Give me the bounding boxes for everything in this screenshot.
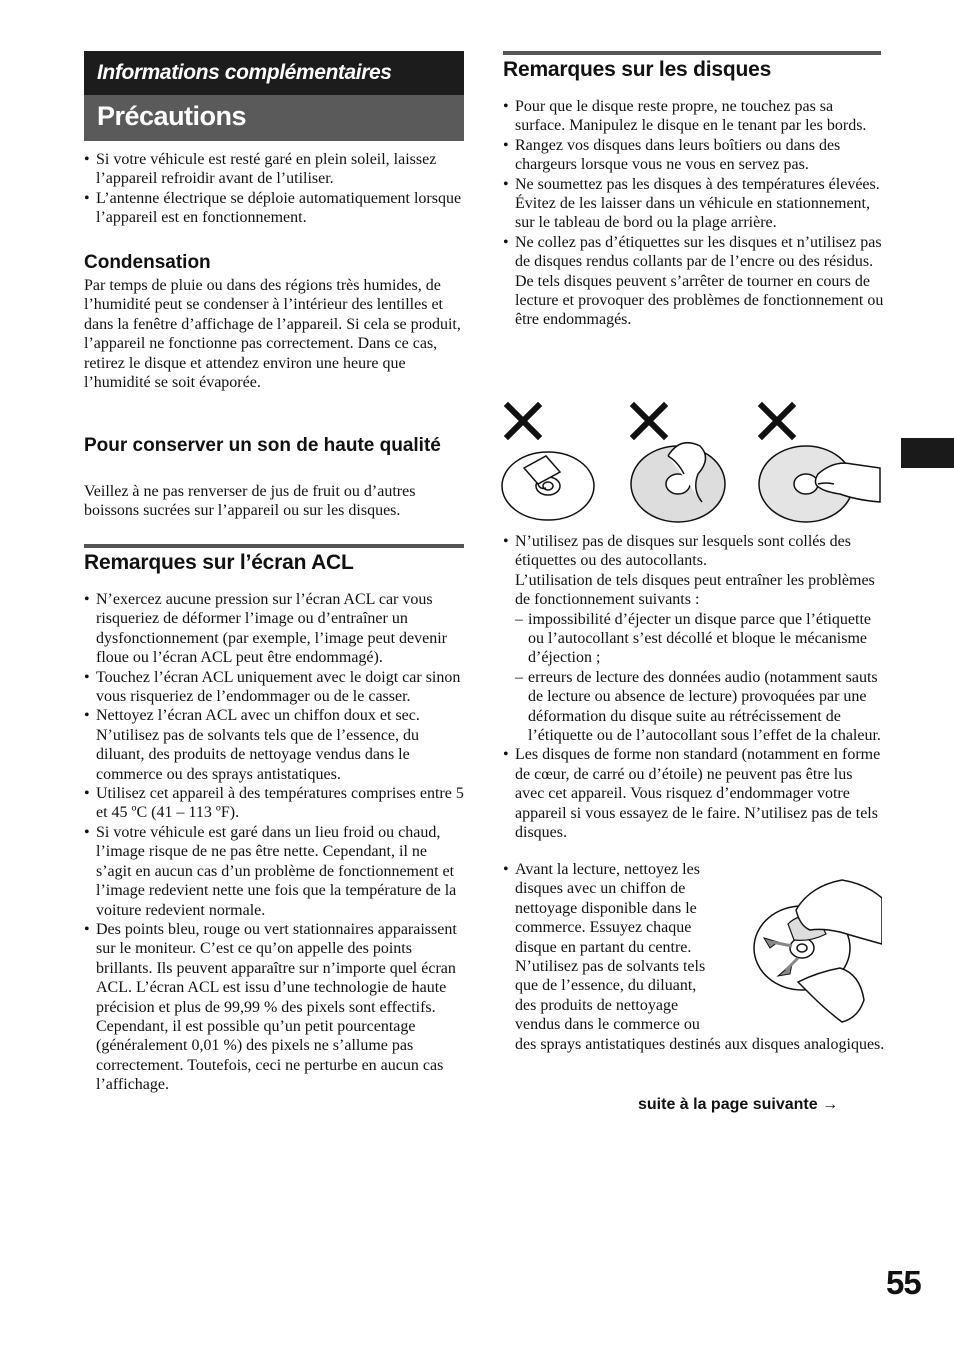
disc-icon [502, 452, 594, 520]
lcd-list [84, 590, 466, 1095]
sticker-bullet-intro: • N’utilisez pas de disques sur lesquels sont collés des étiquettes ou des autocollants. [515, 533, 851, 570]
lcd-rule [84, 544, 464, 548]
sticker-dashes [515, 610, 885, 746]
list-item: • Pour que le disque reste propre, ne touchez pas sa surface. Manipulez le disque en le tenant par les bords. [503, 97, 885, 136]
sticker-list [503, 532, 885, 843]
list-item: • Ne collez pas d’étiquettes sur les disques et n’utilisez pas de disques rendus collants par de l’encre ou des résidus. De tels disques peuvent s’arrêter de tourner en cours de lecture et provoquer des problèmes de fonctionnement ou être endommagés. [503, 233, 885, 330]
cross-icon [634, 406, 664, 436]
page-number: 55 [886, 1264, 921, 1301]
cleaning-line: N’utilisez pas de solvants tels [515, 958, 706, 976]
list-item: – impossibilité d’éjecter un disque parce que l’étiquette ou l’autocollant s’est décollé et bloque le mécanisme d’éjection ; [515, 610, 885, 668]
cleaning-line: disques avec un chiffon de [515, 880, 686, 898]
list-item: – erreurs de lecture des données audio (notamment sauts de lecture ou absence de lecture) provoquées par une déformation du disque suite au rétrécissement de l’étiquette ou de l’autocollant sous l’effet de la chaleur. [515, 668, 885, 746]
section-banner: Informations complémentaires [84, 51, 464, 95]
cleaning-tail: des sprays antistatiques destinés aux disques analogiques. [515, 1035, 885, 1053]
list-item: • Rangez vos disques dans leurs boîtiers ou dans des chargeurs lorsque vous ne vous en servez pas. [503, 136, 885, 175]
sound-quality-heading: Pour conserver un son de haute qualité [84, 435, 441, 456]
disc-icon [631, 443, 725, 522]
sticker-bullet-cont: L’utilisation de tels disques peut entraîner les problèmes de fonctionnement suivants : [515, 571, 875, 609]
list-item: • Ne soumettez pas les disques à des températures élevées. Évitez de les laisser dans un véhicule en stationnement, sur le tableau de bord ou la plage arrière. [503, 175, 885, 233]
page-title: Précautions [84, 95, 464, 141]
lcd-section [84, 590, 466, 1095]
disc-cleaning-illustration [748, 872, 882, 1024]
discs-list [503, 97, 885, 330]
lcd-heading: Remarques sur l’écran ACL [84, 551, 354, 574]
cleaning-line: disque en partant du centre. [515, 938, 692, 956]
discs-heading: Remarques sur les disques [503, 58, 772, 81]
list-item: • N’exercez aucune pression sur l’écran ACL car vous risqueriez de déformer l’image ou d’entraîner un dysfonctionnement (par exemple, l’image peut devenir floue ou l’écran ACL peut être endommagé). [84, 590, 466, 668]
sticker-section [503, 532, 885, 843]
list-item: • Si votre véhicule est garé dans un lieu froid ou chaud, l’image risque de ne pas être nette. Cependant, il ne s’agit en aucun cas d’un problème de fonctionnement et l’image redevient nette une fois que la température de la voiture redevient normale. [84, 823, 466, 920]
intro-section [84, 150, 466, 228]
list-item: • Nettoyez l’écran ACL avec un chiffon doux et sec. N’utilisez pas de solvants tels que de l’essence, du diluant, des produits de nettoyage vendus dans le commerce ou des sprays antistatiques. [84, 706, 466, 784]
sound-quality-text: Veillez à ne pas renverser de jus de fruit ou d’autres boissons sucrées sur l’appareil ou sur les disques. [84, 483, 416, 520]
cleaning-line: • Avant la lecture, nettoyez les [515, 861, 700, 878]
list-item: • Touchez l’écran ACL uniquement avec le doigt car sinon vous risqueriez de l’endommager ou de le casser. [84, 668, 466, 707]
continue-indicator: suite à la page suivante → [638, 1096, 839, 1113]
list-item: • Si votre véhicule est resté garé en plein soleil, laissez l’appareil refroidir avant de l’utiliser. [84, 150, 466, 189]
discs-section [503, 97, 885, 330]
list-item: • Les disques de forme non standard (notamment en forme de cœur, de carré ou d’étoile) ne peuvent pas être lus avec cet appareil. Vous risquez d’endommager votre appareil si vous essayez de le faire. N’utilisez pas de tels disques. [503, 745, 885, 842]
list-item: • Utilisez cet appareil à des températures comprises entre 5 et 45 ºC (41 – 113 ºF). [84, 784, 466, 823]
list-item [503, 532, 885, 745]
intro-list [84, 150, 466, 228]
condensation-heading: Condensation [84, 252, 211, 273]
condensation-text: Par temps de pluie ou dans des régions très humides, de l’humidité peut se condenser à l’intérieur des lentilles et dans la fenêtre d’affichage de l’appareil. Si cela se produit, l’appareil ne fonctionne pas correctement. Dans ce cas, retirez le disque et attendez environ une heure que l’humidité se soit évaporée. [84, 277, 461, 392]
cleaning-line: nettoyage disponible dans le [515, 899, 697, 917]
discs-rule [503, 51, 881, 55]
list-item: • Des points bleu, rouge ou vert stationnaires apparaissent sur le moniteur. C’est ce qu’on appelle des points brillants. Ils peuvent apparaître sur n’importe quel écran ACL. L’écran ACL est issu d’une technologie de haute précision et plus de 99,99 % des pixels sont effectifs. Cependant, il est possible qu’un petit pourcentage (généralement 0,01 %) des pixels ne s’allume pas correctement. Toutefois, ceci ne perturbe en aucun cas l’affichage. [84, 920, 466, 1095]
disc-warning-illustration [500, 398, 884, 524]
cleaning-line: vendus dans le commerce ou [515, 1016, 700, 1034]
cleaning-line: commerce. Essuyez chaque [515, 919, 692, 937]
cleaning-line: que de l’essence, du diluant, [515, 977, 697, 995]
section-side-tab [901, 438, 954, 468]
cross-icon [508, 406, 538, 436]
cleaning-line: des produits de nettoyage [515, 996, 679, 1014]
cross-icon [762, 406, 792, 436]
list-item: • L’antenne électrique se déploie automatiquement lorsque l’appareil est en fonctionnement. [84, 189, 466, 228]
